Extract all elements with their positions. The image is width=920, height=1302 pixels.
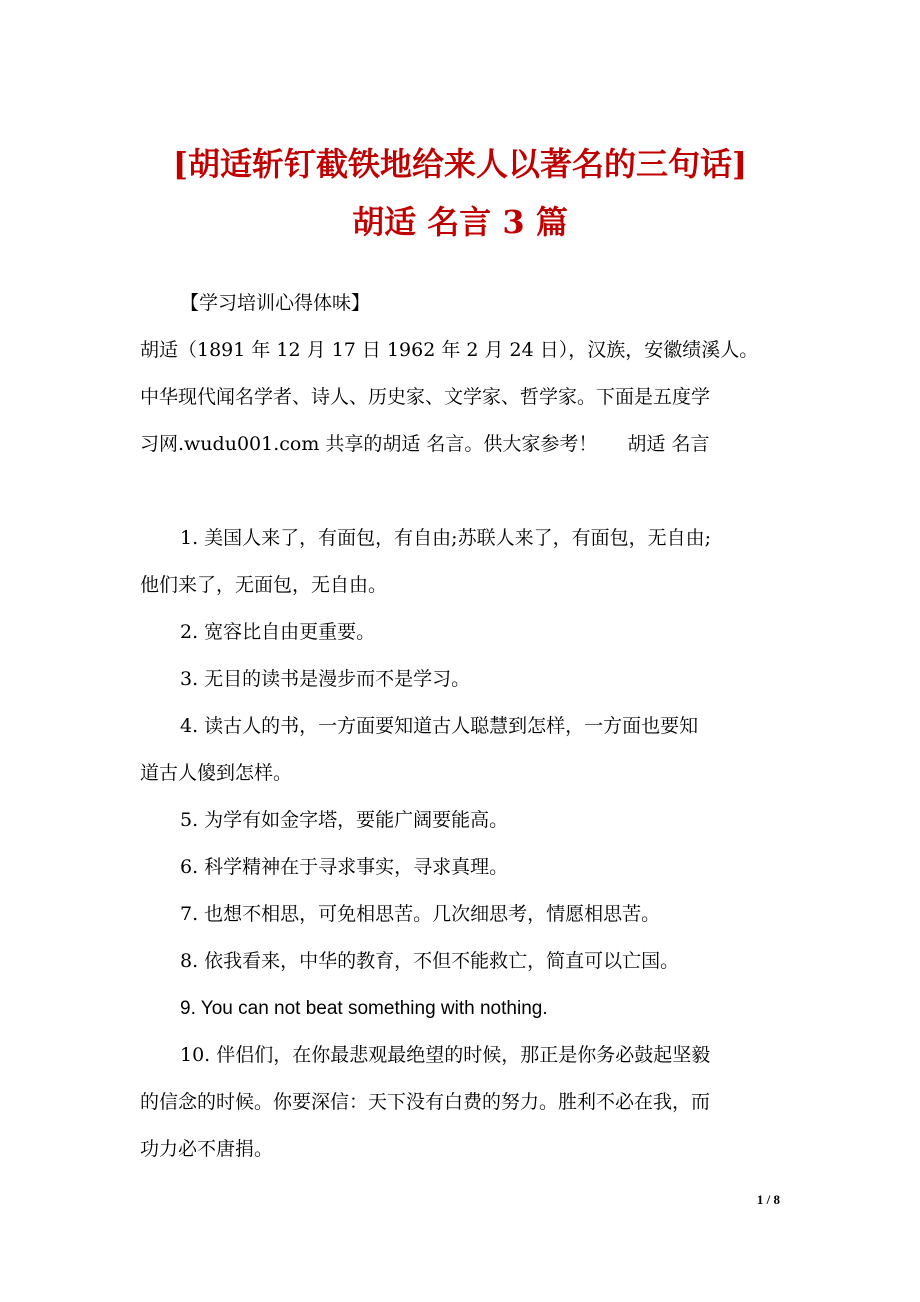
intro-tail: 胡适 名言	[627, 433, 710, 455]
quote-1: 1. 美国人来了，有面包，有自由;苏联人来了，有面包，无自由;	[180, 527, 711, 549]
title-line-2: 胡适 名言 3 篇	[352, 203, 568, 241]
intro-line: 胡适（1891 年 12 月 17 日 1962 年 2 月 24 日），汉族，安徽绩溪人。	[140, 339, 759, 361]
intro-line: 中华现代闻名学者、诗人、历史家、文学家、哲学家。下面是五度学	[140, 386, 711, 408]
quote-4-cont: 道古人傻到怎样。	[140, 762, 293, 784]
quote-8: 8. 依我看来，中华的教育，不但不能救亡，简直可以亡国。	[180, 950, 680, 972]
quote-1-cont: 他们来了，无面包，无自由。	[140, 574, 388, 596]
intro-text: 习网.wudu001.com 共享的胡适 名言。供大家参考！	[140, 433, 598, 455]
intro-line	[140, 421, 810, 468]
page-indicator: 1 / 8	[756, 1192, 780, 1207]
article-body	[140, 280, 810, 1173]
quote-5: 5. 为学有如金字塔，要能广阔要能高。	[180, 809, 509, 831]
quote-3: 3. 无目的读书是漫步而不是学习。	[180, 668, 471, 690]
quote-10-cont: 功力必不唐捐。	[140, 1138, 274, 1160]
quote-10: 10. 伴侣们，在你最悲观最绝望的时候，那正是你务必鼓起坚毅	[180, 1044, 711, 1066]
quote-9: 9. You can not beat something with nothing.	[180, 998, 548, 1019]
title-line-1: [胡适斩钉截铁地给来人以著名的三句话]	[172, 145, 748, 183]
quote-6: 6. 科学精神在于寻求事实，寻求真理。	[180, 856, 509, 878]
quote-2: 2. 宽容比自由更重要。	[180, 621, 376, 643]
quote-4: 4. 读古人的书，一方面要知道古人聪慧到怎样，一方面也要知	[180, 715, 699, 737]
quote-7: 7. 也想不相思，可免相思苦。几次细思考，情愿相思苦。	[180, 903, 661, 925]
section-tag: 【学习培训心得体味】	[180, 292, 371, 314]
quote-10-cont: 的信念的时候。你要深信：天下没有白费的努力。胜利不必在我，而	[140, 1091, 711, 1113]
